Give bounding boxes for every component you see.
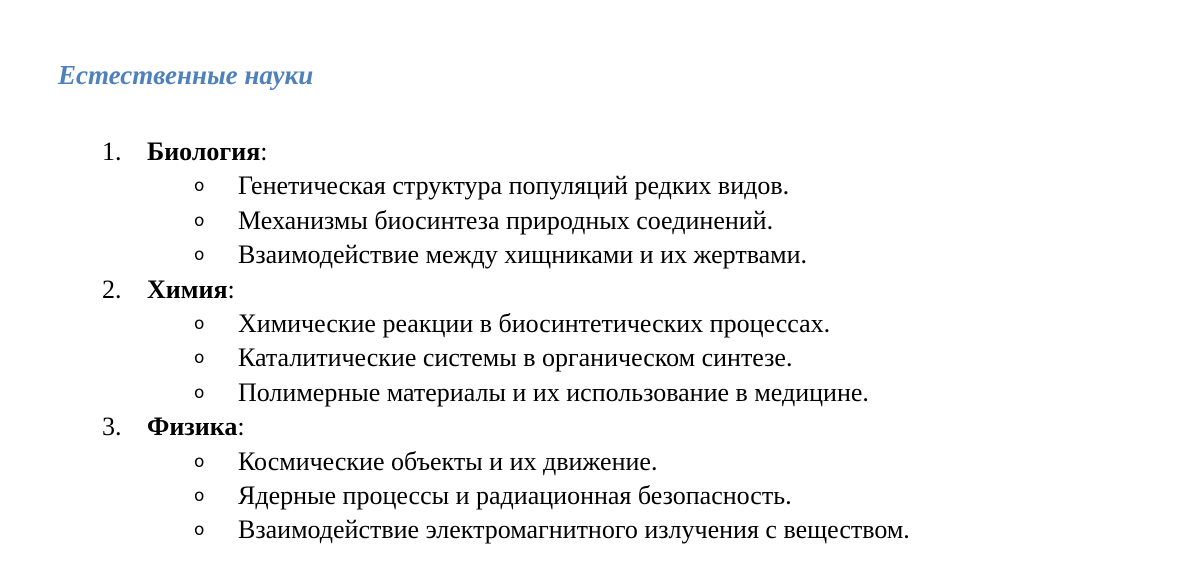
section-title-suffix: : [260,137,268,166]
circle-bullet-icon [194,238,204,272]
section-title-suffix: : [227,274,235,304]
list-number: 1. [102,137,122,166]
page-heading: Естественные науки [58,60,314,90]
list-item-text: Взаимодействие электромагнитного излучения с веществом. [238,515,910,545]
section-title [147,273,235,307]
section-title-bold: Химия [147,274,228,304]
list-item-text: Генетическая структура популяций редких видов. [238,171,790,201]
section-title [147,410,245,444]
list-item-text: Механизмы биосинтеза природных соединений. [238,205,774,235]
list-item-text: Взаимодействие между хищниками и их жертвами. [238,240,808,270]
section-title-suffix: : [237,412,245,442]
circle-bullet-icon [194,204,204,238]
circle-bullet-icon [194,513,204,547]
circle-bullet-icon [194,445,204,479]
section-title [147,135,268,169]
section-title-bold: Биология [147,137,261,166]
list-item-text: Ядерные процессы и радиационная безопасность. [238,480,792,510]
circle-bullet-icon [194,341,204,375]
circle-bullet-icon [194,169,204,203]
section-title-bold: Физика [147,412,238,442]
list-item-text: Каталитические системы в органическом синтезе. [238,343,793,373]
list-item-text: Космические объекты и их движение. [238,446,658,476]
circle-bullet-icon [194,307,204,341]
list-number: 2. [102,274,122,304]
list-item-text: Химические реакции в биосинтетических процессах. [238,308,831,338]
circle-bullet-icon [194,376,204,410]
list-item-text: Полимерные материалы и их использование в медицине. [238,377,869,407]
list-number: 3. [102,412,122,442]
circle-bullet-icon [194,479,204,513]
